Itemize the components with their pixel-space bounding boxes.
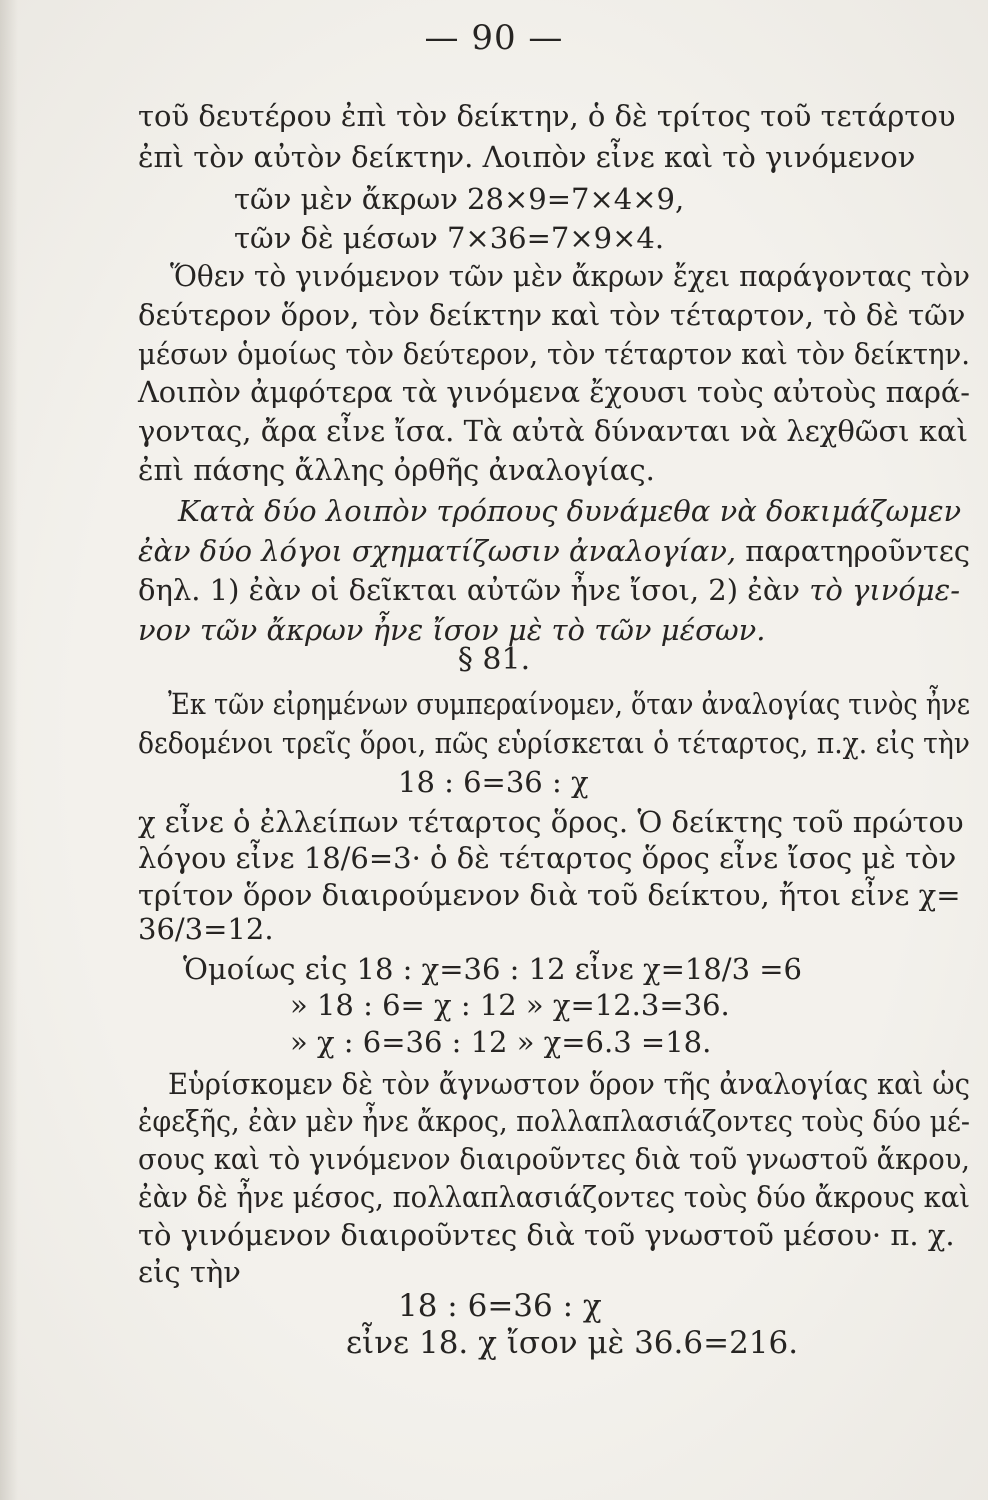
text-line-13-italic: τὸ γινόμε-	[809, 573, 961, 607]
text-line-12	[138, 534, 971, 568]
section-heading: § 81.	[457, 642, 531, 677]
text-line-28: τὸ γινόμενον διαιροῦντες διὰ τοῦ γνωστοῦ μέσου· π. χ.	[138, 1218, 955, 1252]
text-line-9: γοντας, ἄρα εἶνε ἴσα. Τὰ αὐτὰ δύνανται νὰ λεχθῶσι καὶ	[138, 414, 968, 448]
text-line-12-roman: παρατηροῦντες	[736, 534, 971, 568]
text-line-10: ἐπὶ πάσης ἄλλης ὀρθῆς ἀναλογίας.	[138, 453, 655, 487]
equation-line-23: » χ : 6=36 : 12 » χ=6.3 =18.	[290, 1025, 712, 1059]
text-line-18: λόγου εἶνε 18/6=3· ὁ δὲ τέταρτος ὅρος εἶνε ἴσος μὲ τὸν	[138, 841, 957, 875]
equation-line-22: » 18 : 6= χ : 12 » χ=12.3=36.	[290, 988, 730, 1022]
text-line-29: εἰς τὴν	[138, 1255, 241, 1289]
text-line-2: ἐπὶ τὸν αὐτὸν δείκτην. Λοιπὸν εἶνε καὶ τὸ γινόμενον	[138, 140, 916, 174]
text-line-13-roman: δηλ. 1) ἐὰν οἱ δεῖκται αὐτῶν ἦνε ἴσοι, 2) ἐὰν	[138, 573, 810, 607]
text-line-5: Ὅθεν τὸ γινόμενον τῶν μὲν ἄκρων ἔχει παράγοντας τὸν	[170, 259, 970, 293]
text-line-7: μέσων ὁμοίως τὸν δεύτερον, τὸν τέταρτον καὶ τὸν δείκτην.	[138, 337, 970, 371]
text-line-16: δεδομένοι τρεῖς ὅροι, πῶς εὑρίσκεται ὁ τέταρτος, π.χ. εἰς τὴν	[138, 726, 970, 760]
text-line-26: σους καὶ τὸ γινόμενον διαιροῦντες διὰ τοῦ γνωστοῦ ἄκρου,	[138, 1142, 970, 1176]
text-line-12-italic: ἐὰν δύο λόγοι σχηματίζωσιν ἀναλογίαν,	[138, 534, 737, 568]
equation-line-3: τῶν μὲν ἄκρων 28×9=7×4×9,	[234, 182, 685, 216]
text-line-15: Ἐκ τῶν εἰρημένων συμπεραίνομεν, ὅταν ἀναλογίας τινὸς ἦνε	[168, 687, 971, 721]
equation-line-2: 18 : 6=36 : χ	[398, 1288, 602, 1324]
page-number: — 90 —	[424, 18, 564, 58]
text-line-13	[138, 573, 961, 607]
text-line-1: τοῦ δευτέρου ἐπὶ τὸν δείκτην, ὁ δὲ τρίτος τοῦ τετάρτου	[138, 99, 956, 133]
text-line-24: Εὑρίσκομεν δὲ τὸν ἄγνωστον ὅρον τῆς ἀναλογίας καὶ ὡς	[168, 1067, 970, 1101]
text-line-20: 36/3=12.	[138, 912, 274, 946]
text-line-14: νον τῶν ἄκρων ἦνε ἴσον μὲ τὸ τῶν μέσων.	[138, 613, 766, 647]
equation-line-21: Ὁμοίως εἰς 18 : χ=36 : 12 εἶνε χ=18/3 =6	[183, 952, 802, 986]
text-line-25: ἐφεξῆς, ἐὰν μὲν ἦνε ἄκρος, πολλαπλασιάζοντες τοὺς δύο μέ-	[138, 1104, 971, 1138]
text-line-8: Λοιπὸν ἀμφότερα τὰ γινόμενα ἔχουσι τοὺς αὐτοὺς παρά-	[138, 375, 970, 409]
binding-shadow	[0, 0, 18, 1500]
equation-line-1: 18 : 6=36 : χ	[398, 765, 589, 799]
text-line-30: εἶνε 18. χ ἴσον μὲ 36.6=216.	[346, 1325, 799, 1361]
text-line-17: χ εἶνε ὁ ἐλλείπων τέταρτος ὅρος. Ὁ δείκτης τοῦ πρώτου	[138, 805, 964, 839]
equation-line-4: τῶν δὲ μέσων 7×36=7×9×4.	[234, 221, 665, 255]
text-line-11: Κατὰ δύο λοιπὸν τρόπους δυνάμεθα νὰ δοκιμάζωμεν	[178, 494, 962, 528]
text-line-19: τρίτον ὅρον διαιρούμενον διὰ τοῦ δείκτου, ἤτοι εἶνε χ=	[138, 878, 961, 912]
text-line-27: ἐὰν δὲ ἦνε μέσος, πολλαπλασιάζοντες τοὺς δύο ἄκρους καὶ	[138, 1180, 971, 1214]
text-line-6: δεύτερον ὅρον, τὸν δείκτην καὶ τὸν τέταρτον, τὸ δὲ τῶν	[138, 298, 966, 332]
